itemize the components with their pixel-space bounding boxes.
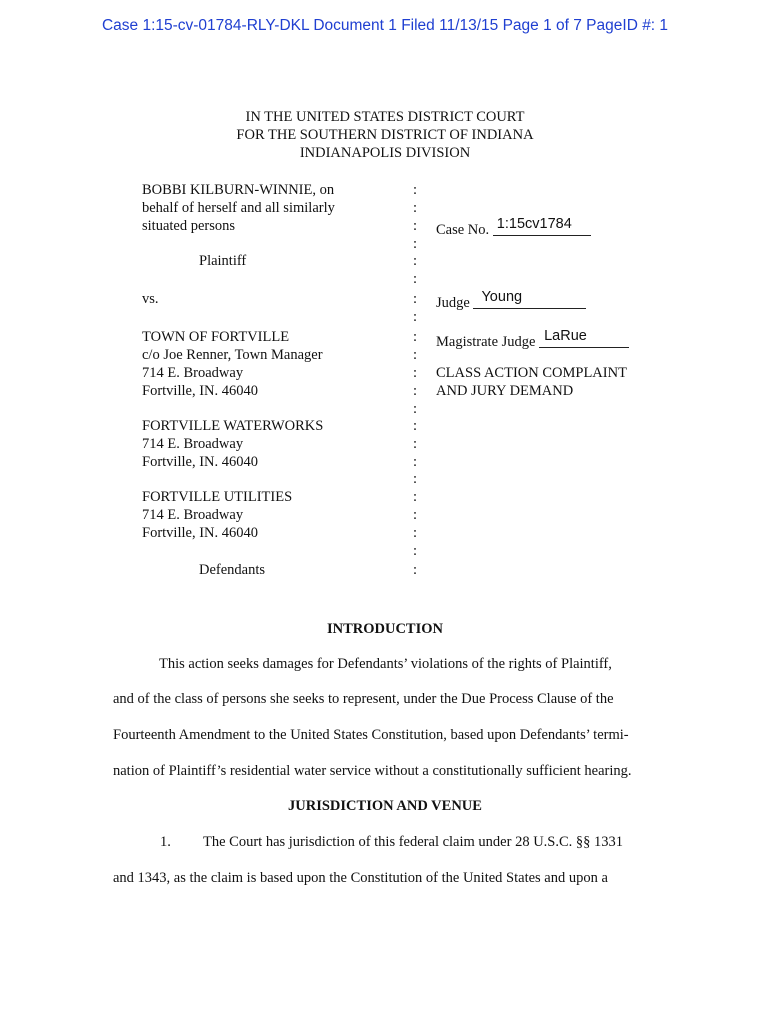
magistrate-judge-field (436, 329, 629, 351)
introduction-line: This action seeks damages for Defendants’ violations of the rights of Plaintiff, (159, 656, 612, 672)
case-number-value: 1:15cv1784 (496, 216, 572, 232)
judge-line (473, 289, 586, 309)
defendant-line: FORTVILLE WATERWORKS (142, 418, 324, 434)
judge-field (436, 290, 586, 312)
court-name-line-2: FOR THE SOUTHERN DISTRICT OF INDIANA (236, 127, 534, 143)
judge-label: Judge (436, 295, 470, 311)
versus: vs. (142, 291, 159, 307)
introduction-line: Fourteenth Amendment to the United States Constitution, based upon Defendants’ termi- (113, 727, 629, 743)
introduction-line: nation of Plaintiff’s residential water service without a constitutionally sufficient hearing. (113, 763, 632, 779)
complaint-title-line-2: AND JURY DEMAND (436, 383, 574, 399)
case-number-line (493, 216, 591, 236)
magistrate-judge-value: LaRue (544, 328, 587, 344)
defendant-line: 714 E. Broadway (142, 436, 244, 452)
introduction-heading: INTRODUCTION (326, 621, 443, 637)
magistrate-judge-line (539, 328, 629, 348)
court-division: INDIANAPOLIS DIVISION (299, 145, 471, 161)
introduction-line: and of the class of persons she seeks to represent, under the Due Process Clause of the (113, 691, 614, 707)
jurisdiction-heading: JURISDICTION AND VENUE (288, 798, 482, 814)
defendant-line: Fortville, IN. 46040 (142, 525, 258, 541)
paragraph-number: 1. (160, 834, 171, 850)
complaint-title-line-1: CLASS ACTION COMPLAINT (436, 365, 627, 381)
plaintiff-role: Plaintiff (199, 253, 247, 269)
defendant-line: TOWN OF FORTVILLE (142, 329, 290, 345)
defendants-role: Defendants (199, 562, 266, 578)
document-page: Case 1:15-cv-01784-RLY-DKL Document 1 Filed 11/13/15 Page 1 of 7 PageID #: 1 IN THE UNITED STATES DISTRICT COURT FOR THE SOUTHERN DISTRICT OF INDIANA INDIANAPOLIS DIVISION BOBBI KILBURN-WINNIE, on behalf of herself and all similarly situated persons Plaintiff vs. TOWN OF FORTVILLE c/o Joe Renner, Town Manager 714 E. Broadway Fortville, IN. 46040 FORTVILLE WATERWORKS 714 E. Broadway Fortville, IN. 46040 FORTVILLE UTILITIES 714 E. Broadway Fortville, IN. 46040 Defendants : : : : : : : : : : : : : : : : : : : : : : Case No. 1:15cv1784 Judge Young Magistrate Judge LaRue CLASS ACTION COMPLAINT AND JURY DEMAND INTRODUCTION This action seeks damages for Defendants’ violations of the rights of Plaintiff, and of the class of persons she seeks to represent, under the Due Process Clause of the Fourteenth Amendment to the United States Constitution, based upon Defendants’ termi- nation of Plaintiff’s residential water service without a constitutionally sufficient hearing. JURISDICTION AND VENUE 1. The Court has jurisdiction of this federal claim under 28 U.S.C. §§ 1331 and 1343, as the claim is based upon the Constitution of the United States and upon a (0, 0, 770, 1024)
defendant-line: FORTVILLE UTILITIES (142, 489, 293, 505)
plaintiff-name-line: situated persons (142, 218, 236, 234)
jurisdiction-line: and 1343, as the claim is based upon the Constitution of the United States and upon a (113, 870, 608, 886)
case-number-field (436, 217, 591, 239)
case-number-label: Case No. (436, 222, 490, 238)
plaintiff-name-line: BOBBI KILBURN-WINNIE, on (142, 182, 335, 198)
defendant-line: 714 E. Broadway (142, 507, 244, 523)
judge-value: Young (481, 289, 523, 305)
defendant-line: c/o Joe Renner, Town Manager (142, 347, 323, 363)
defendant-line: Fortville, IN. 46040 (142, 383, 258, 399)
magistrate-judge-label: Magistrate Judge (436, 334, 536, 350)
court-name-line-1: IN THE UNITED STATES DISTRICT COURT (245, 109, 525, 125)
plaintiff-name-line: behalf of herself and all similarly (142, 200, 335, 216)
defendant-line: Fortville, IN. 46040 (142, 454, 258, 470)
court-filing-stamp: Case 1:15-cv-01784-RLY-DKL Document 1 Filed 11/13/15 Page 1 of 7 PageID #: 1 (101, 17, 669, 34)
jurisdiction-line: The Court has jurisdiction of this federal claim under 28 U.S.C. §§ 1331 (203, 834, 624, 850)
defendant-line: 714 E. Broadway (142, 365, 244, 381)
